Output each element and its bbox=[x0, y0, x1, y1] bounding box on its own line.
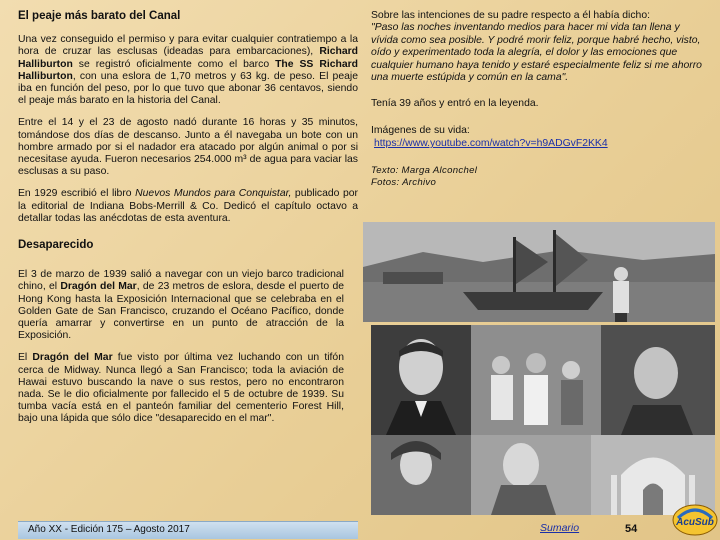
sumario-link[interactable]: Sumario bbox=[540, 522, 580, 534]
text-run: , con una eslora de 1,70 metros y 63 kg. de peso. El peaje iba en función del peso, por lo que tuvo que abonar 36 centavos, siendo el peaje más barato en la historia del Canal. bbox=[18, 70, 358, 107]
section-heading-missing: Desaparecido bbox=[18, 239, 94, 252]
ship-photo bbox=[363, 222, 715, 322]
age-line: Tenía 39 años y entró en la leyenda. bbox=[371, 98, 539, 110]
video-label: Imágenes de su vida: bbox=[371, 124, 470, 136]
left-column bbox=[18, 10, 358, 436]
photo-credit: Fotos: Archivo bbox=[371, 176, 437, 188]
paragraph-voyage bbox=[18, 269, 344, 342]
video-link[interactable]: https://www.youtube.com/watch?v=h9ADGvF2KK4 bbox=[374, 138, 608, 150]
bold-ship-name: Dragón del Mar bbox=[32, 352, 113, 364]
quote-text: "Paso las noches inventando medios para hacer mi vida tan llena y vívida como sea posible. Y podré morir feliz, porque habré hecho, visto, oído y experimentado toda la alegría, el dolor y las emociones que cualquier humano haya tenido y estaré especialmente feliz si me ahorro una muerte estúpida y común en la cama". bbox=[371, 22, 702, 84]
paragraph-book bbox=[18, 188, 358, 225]
text-run: En 1929 escribió el libro bbox=[18, 188, 136, 200]
section-heading: El peaje más barato del Canal bbox=[18, 10, 181, 22]
paragraph-disappearance bbox=[18, 352, 344, 425]
bold-ship-name: Dragón del Mar bbox=[60, 281, 137, 293]
edition-label: Año XX - Edición 175 – Agosto 2017 bbox=[28, 524, 190, 535]
bold-ship-name: The SS Richard Halliburton bbox=[18, 58, 359, 82]
text-credit: Texto: Marga Alconchel bbox=[371, 164, 478, 176]
text-run: Una vez conseguido el permiso y para evitar cualquier contratiempo a la hora de cruzar las esclusas (ideadas para embarcaciones), bbox=[18, 34, 358, 58]
page-footer bbox=[18, 518, 708, 540]
paragraph-permit bbox=[18, 34, 358, 107]
right-column bbox=[371, 10, 705, 189]
page-number: 54 bbox=[625, 523, 638, 535]
book-title: Nuevos Mundos para Conquistar, bbox=[135, 188, 292, 200]
text-run: El 3 de marzo de 1939 salió a navegar con un viejo barco tradicional chino, el bbox=[18, 269, 344, 293]
collage-photo bbox=[371, 325, 715, 515]
text-run: , de 23 metros de eslora, desde el puerto de Hong Kong hasta la Exposición Internacional que se celebraba en el Golden Gate de San Francisco, cruzando el Océano Pacífico, donde quería amarrar y convertirse en un punto de atracción de la Exposición. bbox=[18, 281, 344, 342]
text-run: El bbox=[18, 352, 33, 364]
text-run: fue visto por última vez luchando con un tifón cerca de Midway. Nunca llegó a San Francisco; toda la aviación de Hawai estuvo buscando la nave o sus restos, pero no encontraron nada. Se le dio oficialmente por fallecido el 5 de octubre de 1939. Su tumba vacía está en el panteón familiar del cementerio Forest Hill, bajo una lápida que sólo dice "desaparecido en el mar". bbox=[18, 352, 344, 425]
text-run: se registró oficialmente como el barco bbox=[72, 58, 276, 70]
acusub-logo bbox=[672, 498, 718, 538]
text-run: publicado por la editorial de Indiana Bobs-Merrill & Co. Dedicó el capítulo octavo a detallar todas las anécdotas de esta aventura. bbox=[18, 188, 358, 224]
quote-intro: Sobre las intenciones de su padre respecto a él había dicho: bbox=[371, 10, 650, 21]
logo-text: AcuSub bbox=[676, 517, 714, 528]
bold-name: Richard Halliburton bbox=[18, 46, 358, 70]
paragraph-swim: Entre el 14 y el 23 de agosto nadó durante 16 horas y 35 minutos, tomándose dos días de descanso. Junto a él navegaba un bote con un hombre armado por si el nadador era atacado por algún animal o por si necesitase ayuda. Fueron necesarios 254.000 m³ de agua para vaciar las esclusas a su paso. bbox=[18, 117, 358, 178]
